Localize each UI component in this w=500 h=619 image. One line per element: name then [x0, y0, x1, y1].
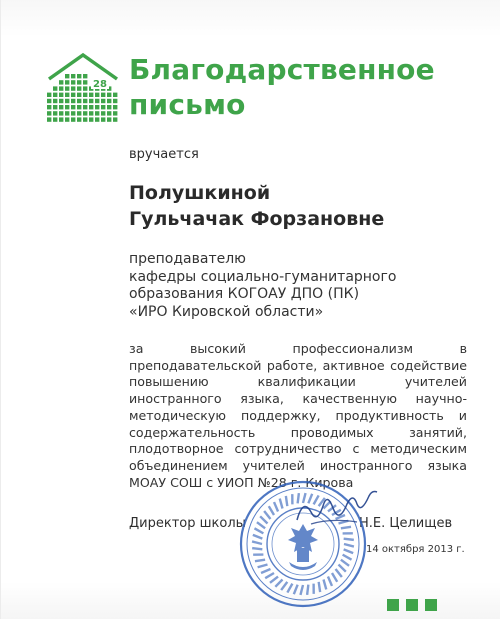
logo-grid-square [47, 93, 51, 97]
recipient-name [129, 180, 384, 232]
position-line-4: «ИРО Кировской области» [129, 303, 324, 320]
logo-grid-square [101, 93, 105, 97]
logo-grid-square [77, 86, 81, 90]
logo-grid-square [77, 93, 81, 97]
logo-grid-square [65, 99, 69, 103]
school-logo [45, 52, 121, 124]
logo-grid-square [71, 93, 75, 97]
logo-grid-square [101, 99, 105, 103]
logo-grid-square [113, 111, 117, 115]
logo-grid-square [65, 105, 69, 109]
logo-grid-square [107, 111, 111, 115]
logo-grid-square [65, 111, 69, 115]
title-line-2: письмо [129, 88, 246, 121]
logo-grid-square [113, 93, 117, 97]
signer-name: Н.Е. Целищев [359, 516, 453, 531]
logo-grid-square [71, 86, 75, 90]
title-line-1: Благодарственное [129, 53, 435, 86]
logo-grid-square [113, 117, 117, 121]
logo-grid-square [53, 99, 57, 103]
logo-grid-square [53, 105, 57, 109]
logo-grid-square [107, 99, 111, 103]
logo-grid-square [83, 93, 87, 97]
intro-text: вручается [129, 147, 199, 162]
logo-grid-square [65, 80, 69, 84]
logo-grid-square [71, 80, 75, 84]
logo-grid-square [71, 111, 75, 115]
logo-grid-square [59, 99, 63, 103]
logo-grid-square [77, 117, 81, 121]
logo-grid-square [71, 117, 75, 121]
logo-grid-square [95, 117, 99, 121]
logo-grid-square [89, 93, 93, 97]
logo-grid-square [77, 99, 81, 103]
logo-grid-square [59, 86, 63, 90]
logo-number: 28 [93, 79, 107, 90]
logo-grid-square [65, 117, 69, 121]
recipient-surname: Полушкиной [129, 182, 271, 204]
logo-grid-square [95, 93, 99, 97]
logo-grid-square [71, 105, 75, 109]
logo-grid-square [89, 105, 93, 109]
logo-grid-square [83, 111, 87, 115]
logo-grid-square [59, 105, 63, 109]
logo-grid-square [83, 74, 87, 78]
logo-grid-square [107, 105, 111, 109]
position-line-1: преподавателю [129, 251, 246, 267]
green-square-decoration [425, 599, 437, 611]
logo-grid-square [47, 99, 51, 103]
position-line-3: образования КОГОАУ ДПО (ПК) [129, 286, 360, 302]
logo-grid-square [83, 80, 87, 84]
logo-grid-square [71, 99, 75, 103]
logo-grid-square [59, 93, 63, 97]
logo-grid-square [53, 111, 57, 115]
logo-grid-square [95, 111, 99, 115]
green-square-decoration [406, 599, 418, 611]
position-line-2: кафедры социально-гуманитарного [129, 268, 397, 285]
logo-grid-square [113, 99, 117, 103]
logo-grid-square [59, 117, 63, 121]
logo-grid-square [83, 86, 87, 90]
recipient-position [129, 251, 396, 321]
logo-grid-square [59, 111, 63, 115]
document-title [129, 52, 435, 122]
logo-grid-square [101, 105, 105, 109]
logo-grid-square [53, 86, 57, 90]
logo-grid-square [83, 117, 87, 121]
logo-grid-square [77, 80, 81, 84]
logo-grid-square [77, 105, 81, 109]
logo-grid-square [95, 105, 99, 109]
logo-grid-square [47, 117, 51, 121]
logo-grid-square [53, 117, 57, 121]
decorative-squares [387, 599, 437, 611]
handwritten-signature [291, 482, 381, 532]
logo-grid-square [65, 74, 69, 78]
recipient-given-names: Гульчачак Форзановне [129, 208, 385, 230]
logo-grid-square [107, 93, 111, 97]
logo-grid-square [89, 99, 93, 103]
logo-grid-square [71, 74, 75, 78]
green-square-decoration [387, 599, 399, 611]
logo-grid-square [101, 117, 105, 121]
logo-grid-square [83, 99, 87, 103]
logo-grid-square [89, 117, 93, 121]
logo-grid-square [107, 117, 111, 121]
logo-grid-square [47, 105, 51, 109]
logo-grid-square [53, 93, 57, 97]
logo-grid-square [47, 111, 51, 115]
logo-grid-square [101, 111, 105, 115]
logo-grid-square [113, 105, 117, 109]
logo-grid-square [65, 86, 69, 90]
logo-grid-square [95, 99, 99, 103]
logo-grid-square [89, 111, 93, 115]
logo-grid-square [83, 105, 87, 109]
logo-grid-square [59, 80, 63, 84]
gratitude-paragraph: за высокий профессионализм в преподавательской работе, активное содействие повышению квалификации учителей иностранного языка, качественную научно-методическую поддержку, продуктивность и содержательность проводимых занятий, плодотворное сотрудничество с методическим объединением учителей иностранного языка МОАУ СОШ с УИОП №28 г. Кирова [129, 341, 467, 490]
logo-grid-square [65, 93, 69, 97]
signer-title: Директор школы [129, 516, 246, 531]
logo-grid-square [77, 74, 81, 78]
gratitude-text [129, 341, 467, 491]
issue-date: 14 октября 2013 г. [366, 544, 465, 555]
logo-grid-square [77, 111, 81, 115]
